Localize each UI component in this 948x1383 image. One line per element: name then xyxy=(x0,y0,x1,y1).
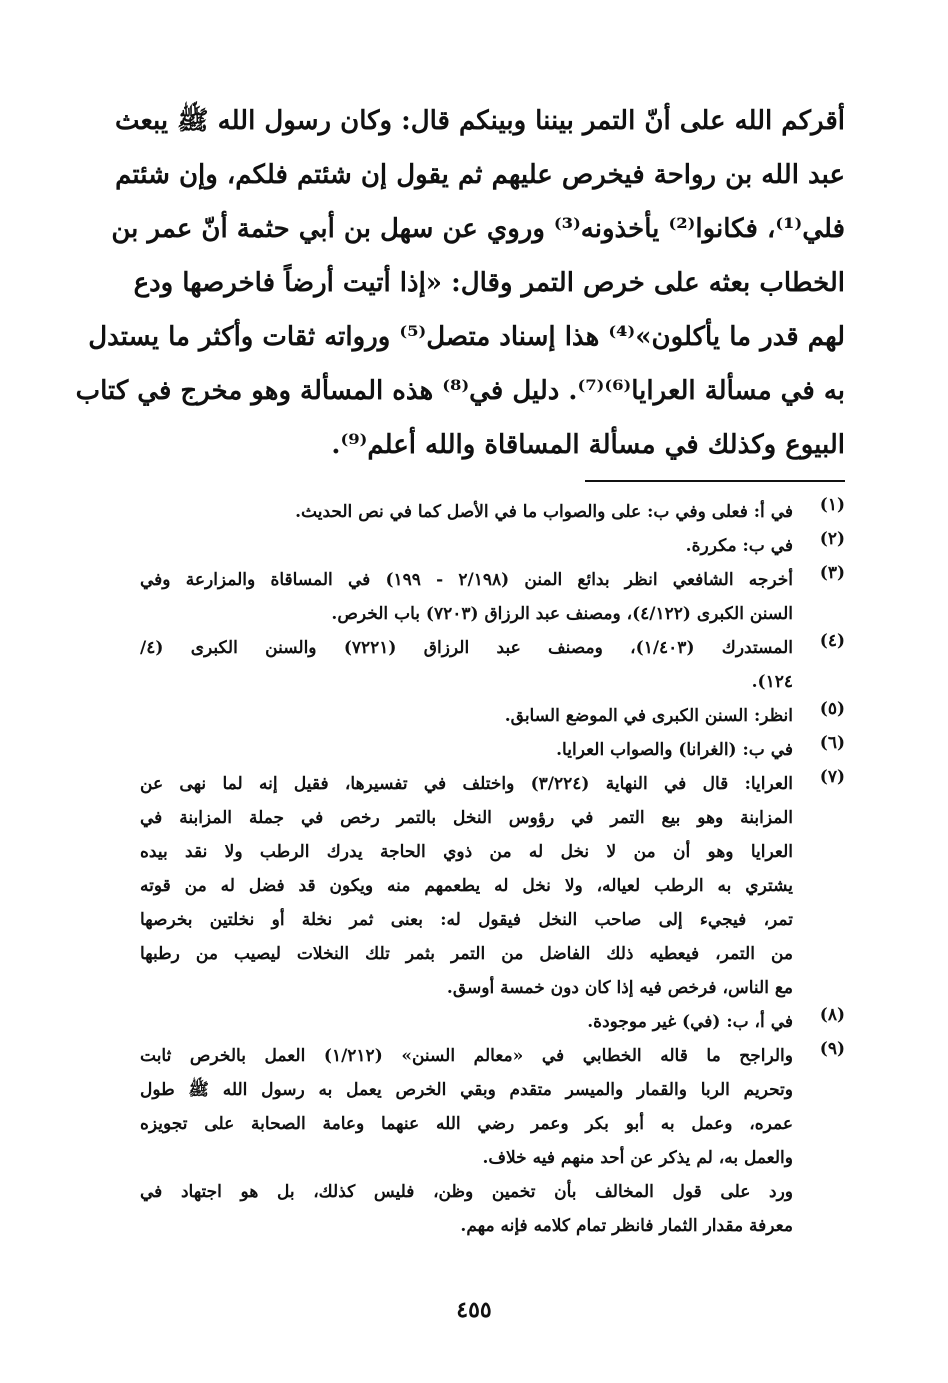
footnote-8 xyxy=(140,1005,845,1039)
footnote-line: المستدرك (١/٤٠٣)، ومصنف عبد الرزاق (٧٢٢١) والسنن الكبرى (٤/ xyxy=(140,638,793,658)
footnote-line: تمر، فيجيء إلى صاحب النخل فيقول له: بعنى ثمر نخلة أو نخلتين بخرصها xyxy=(140,910,793,930)
footnote-1 xyxy=(140,495,845,529)
main-text-line: عبد الله بن رواحة فيخرص عليهم ثم يقول إن شئتم فلكم، وإن شئتم xyxy=(115,160,845,190)
footnote-7 xyxy=(140,767,845,1005)
main-text-line: به في مسألة العرايا⁽⁶⁾⁽⁷⁾. دليل في⁽⁸⁾ هذه المسألة وهو مخرج في كتاب xyxy=(75,376,845,406)
footnote-line: وتحريم الربا والقمار والميسر متقدم وبقي الخرص يعمل به رسول الله ﷺ طول xyxy=(140,1080,793,1100)
footnote-2 xyxy=(140,529,845,563)
footnote-line: المزابنة وهو بيع التمر في رؤوس النخل بالتمر رخص في جملة المزابنة في xyxy=(140,808,793,828)
footnote-number: (٣) xyxy=(819,563,845,583)
footnote-number: (٢) xyxy=(819,529,845,549)
footnote-line: انظر: السنن الكبرى في الموضع السابق. xyxy=(504,706,793,726)
footnote-line: ١٢٤). xyxy=(751,672,793,692)
footnote-line: والراجح ما قاله الخطابي في «معالم السنن» (١/٢١٢) العمل بالخرص ثابت xyxy=(140,1046,793,1066)
main-text xyxy=(75,94,845,472)
footnote-6 xyxy=(140,733,845,767)
footnote-line: أخرجه الشافعي انظر بدائع المنن (٢/١٩٨ - ١٩٩) في المساقاة والمزارعة وفي xyxy=(140,570,793,590)
main-text-line: أقركم الله على أنّ التمر بيننا وبينكم قال: وكان رسول الله ﷺ يبعث xyxy=(114,106,845,136)
footnote-line: في ب: مكررة. xyxy=(685,536,793,556)
footnote-line: من التمر، فيعطيه ذلك الفاضل من التمر بثمر تلك النخلات ليصيب من رطبها xyxy=(140,944,793,964)
footnote-line: معرفة مقدار الثمار فانظر تمام كلامه فإنه مهم. xyxy=(460,1216,793,1236)
footnote-line: مع الناس، فرخص فيه إذا كان دون خمسة أوسق. xyxy=(446,978,793,998)
footnote-line: في أ، ب: (في) غير موجودة. xyxy=(587,1012,793,1032)
footnote-number: (١) xyxy=(819,495,845,515)
footnotes xyxy=(140,495,845,1243)
footnote-line: يشتري به الرطب لعياله، ولا نخل له يطعمهم منه ويكون قد فضل له من قوته xyxy=(140,876,793,896)
footnote-5 xyxy=(140,699,845,733)
footnote-line: السنن الكبرى (٤/١٢٢)، ومصنف عبد الرزاق (٧٢٠٣) باب الخرص. xyxy=(331,604,793,624)
footnote-line: العرايا وهو أن من لا نخل له من ذوي الحاجة يدرك الرطب ولا نقد بيده xyxy=(140,842,793,862)
footnote-4 xyxy=(140,631,845,699)
footnote-number: (٨) xyxy=(819,1005,845,1025)
footnote-separator xyxy=(585,480,845,482)
footnote-number: (٥) xyxy=(819,699,845,719)
page-number: ٤٥٥ xyxy=(456,1297,492,1323)
footnote-line: في ب: (الغرانا) والصواب العرايا. xyxy=(556,740,793,760)
footnote-line: والعمل به، لم يذكر عن أحد منهم فيه خلاف. xyxy=(482,1148,793,1168)
footnote-line: العرايا: قال في النهاية (٣/٢٢٤) واختلف في تفسيرها، فقيل إنه لما نهى عن xyxy=(140,774,793,794)
footnote-number: (٤) xyxy=(819,631,845,651)
footnote-number: (٩) xyxy=(819,1039,845,1059)
footnote-3 xyxy=(140,563,845,631)
footnote-number: (٦) xyxy=(819,733,845,753)
main-text-line: الخطاب بعثه على خرص التمر وقال: «إذا أتيت أرضاً فاخرصها ودع xyxy=(133,268,845,298)
main-text-line: لهم قدر ما يأكلون»⁽⁴⁾ هذا إسناد متصل⁽⁵⁾ ورواته ثقات وأكثر ما يستدل xyxy=(88,322,845,352)
main-text-line: فلي⁽¹⁾، فكانوا⁽²⁾ يأخذونه⁽³⁾ وروي عن سهل بن أبي حثمة أنّ عمر بن xyxy=(111,214,845,244)
footnote-number: (٧) xyxy=(819,767,845,787)
footnote-line: عمره، وعمل به أبو بكر وعمر رضي الله عنهما وعامة الصحابة على تجويزه xyxy=(140,1114,793,1134)
footnote-9 xyxy=(140,1039,845,1243)
footnote-line: ورد على قول المخالف بأن تخمين وظن، فليس كذلك، بل هو اجتهاد في xyxy=(140,1182,793,1202)
footnote-line: في أ: فعلى وفي ب: على والصواب ما في الأصل كما في نص الحديث. xyxy=(295,502,793,522)
main-text-line: البيوع وكذلك في مسألة المساقاة والله أعلم⁽⁹⁾. xyxy=(331,430,845,460)
